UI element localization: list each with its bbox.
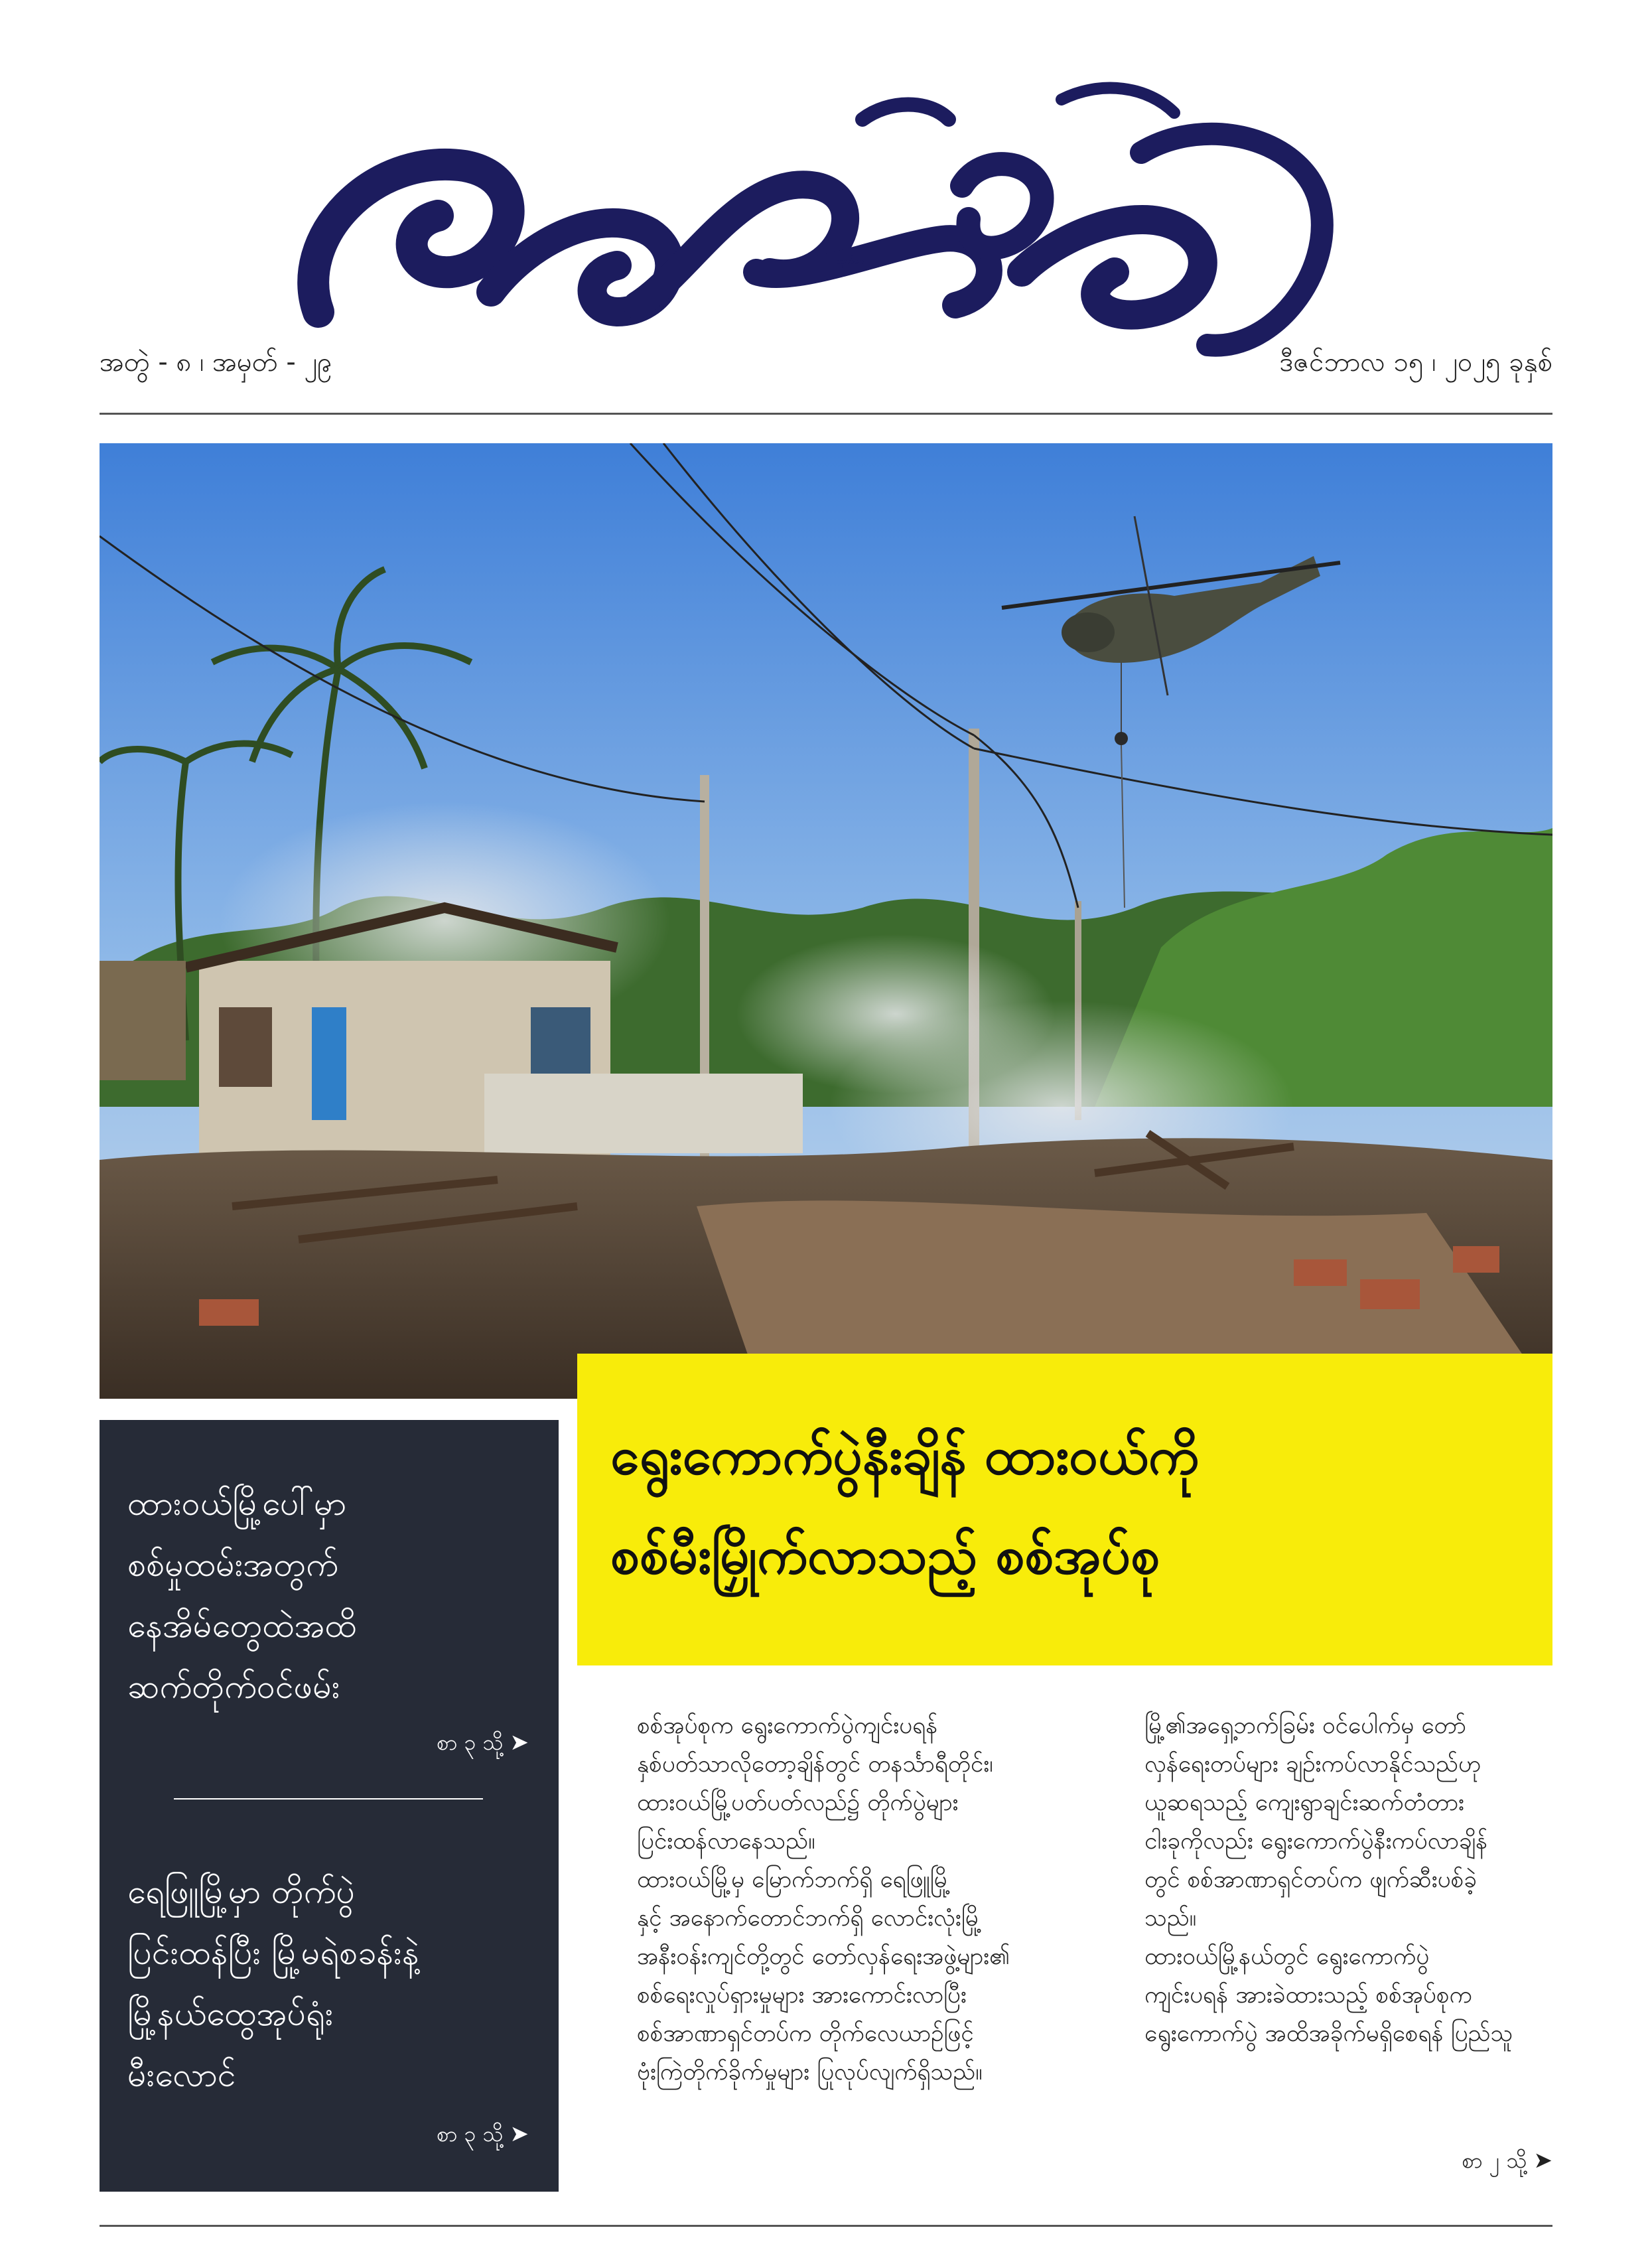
svg-text:ထုတ်ဝေ: ထုတ်ဝေ <box>836 256 864 267</box>
teaser-story-1[interactable] <box>127 1473 539 1717</box>
article-paragraph <box>1098 1938 1549 2053</box>
teaser-1-line-1: ထားဝယ်မြို့ပေါ်မှာ <box>127 1484 347 1523</box>
teaser-story-2[interactable] <box>127 1861 539 2105</box>
sidebar-teasers <box>100 1420 559 2192</box>
article-line: နှစ်ပတ်သာလိုတော့ချိန်တွင် တနင်္သာရီတိုင်း၊ <box>637 1751 993 1778</box>
article-continued[interactable] <box>1462 2147 1552 2178</box>
article-line: ထားဝယ်မြို့မှ မြောက်ဘက်ရှိ ရေဖြူမြို့ <box>637 1867 951 1893</box>
article-line: သည်။ <box>1144 1905 1197 1932</box>
article-continued-label: စာ ၂ သို့ <box>1462 2148 1527 2173</box>
article-line: လှန်ရေးတပ်များ ချဉ်းကပ်လာနိုင်သည်ဟု <box>1144 1751 1481 1778</box>
article-line: ယူဆရသည့် ကျေးရွာချင်းဆက်တံတား <box>1144 1790 1464 1816</box>
teaser-1-line-3: နေအိမ်တွေထဲအထိ <box>127 1606 357 1645</box>
teaser-1-line-4: ဆက်တိုက်ဝင်ဖမ်း <box>127 1667 340 1706</box>
issue-date: ဒီဇင်ဘာလ ၁၅ ၊ ၂၀၂၅ ခုနှစ် <box>1279 347 1552 378</box>
header-divider <box>100 413 1552 415</box>
article-paragraph <box>590 1861 1042 2091</box>
teaser-2-line-4: မီးလောင် <box>127 2056 236 2094</box>
article-line: ငါးခုကိုလည်း ရွေးကောက်ပွဲနီးကပ်လာချိန် <box>1144 1828 1488 1855</box>
cover-photo <box>100 443 1552 1399</box>
article-column-2 <box>1098 1707 1549 2053</box>
headline-box <box>577 1354 1552 1665</box>
masthead-logo <box>292 73 1353 358</box>
article-paragraph <box>590 1707 1042 1861</box>
article-line: ထားဝယ်မြို့ပတ်ပတ်လည်၌ တိုက်ပွဲများ <box>637 1790 959 1816</box>
article-line: ပြင်းထန်လာနေသည်။ <box>637 1828 815 1855</box>
teaser-2-line-1: ရေဖြူမြို့မှာ တိုက်ပွဲ <box>127 1873 356 1911</box>
issue-number: အတွဲ - ၈ ၊ အမှတ် - ၂၉ <box>100 347 332 378</box>
article-line: စစ်အာဏာရှင်တပ်က တိုက်လေယာဉ်ဖြင့် <box>637 2020 974 2047</box>
arrow-right-icon: ➤ <box>510 2121 529 2147</box>
headline-line-1: ရွေးကောက်ပွဲနီးချိန် ထားဝယ်ကို <box>610 1427 1200 1486</box>
article-line: ဗုံးကြဲတိုက်ခိုက်မှုများ ပြုလုပ်လျက်ရှိသည်။ <box>637 2059 983 2085</box>
article-line: မြို့၏အရှေ့ဘက်ခြမ်း ဝင်ပေါက်မှ တော် <box>1144 1713 1466 1739</box>
teaser-1-line-2: စစ်မှုထမ်းအတွက် <box>127 1545 338 1584</box>
article-column-1 <box>590 1707 1042 2091</box>
headline-line-2: စစ်မီးမြှိုက်လာသည့် စစ်အုပ်စု <box>610 1526 1160 1586</box>
article-line: စစ်ရေးလှုပ်ရှားမှုများ အားကောင်းလာပြီး <box>637 1982 967 2009</box>
article-line: ရွေးကောက်ပွဲ အထိအခိုက်မရှိစေရန် ပြည်သူ <box>1144 2020 1513 2047</box>
teaser-2-continued[interactable] <box>437 2120 529 2152</box>
teaser-2-line-3: မြို့နယ်ထွေအုပ်ရုံး <box>127 1995 334 2033</box>
footer-divider <box>100 2225 1552 2227</box>
article-line: အနီးဝန်းကျင်တို့တွင် တော်လှန်ရေးအဖွဲ့များ၏ <box>637 1944 1010 1970</box>
arrow-right-icon: ➤ <box>510 1729 529 1756</box>
sidebar-divider <box>174 1798 483 1800</box>
article-line: တွင် စစ်အာဏာရှင်တပ်က ဖျက်ဆီးပစ်ခဲ့ <box>1144 1867 1477 1893</box>
article-line: စစ်အုပ်စုက ရွေးကောက်ပွဲကျင်းပရန် <box>637 1713 938 1739</box>
teaser-2-continued-label: စာ ၃ သို့ <box>437 2121 504 2147</box>
teaser-2-line-2: ပြင်းထန်ပြီး မြို့မရဲစခန်းနဲ့ <box>127 1934 419 1972</box>
teaser-1-continued[interactable] <box>437 1729 529 1760</box>
arrow-right-icon: ➤ <box>1533 2147 1552 2174</box>
article-line: ထားဝယ်မြို့နယ်တွင် ရွေးကောက်ပွဲ <box>1144 1944 1430 1970</box>
article-line: ကျင်းပရန် အားခဲထားသည့် စစ်အုပ်စုက <box>1144 1982 1472 2009</box>
article-paragraph <box>1098 1707 1549 1938</box>
article-line: နှင့် အနောက်တောင်ဘက်ရှိ လောင်းလုံးမြို့ <box>637 1905 983 1932</box>
teaser-1-continued-label: စာ ၃ သို့ <box>437 1730 504 1755</box>
